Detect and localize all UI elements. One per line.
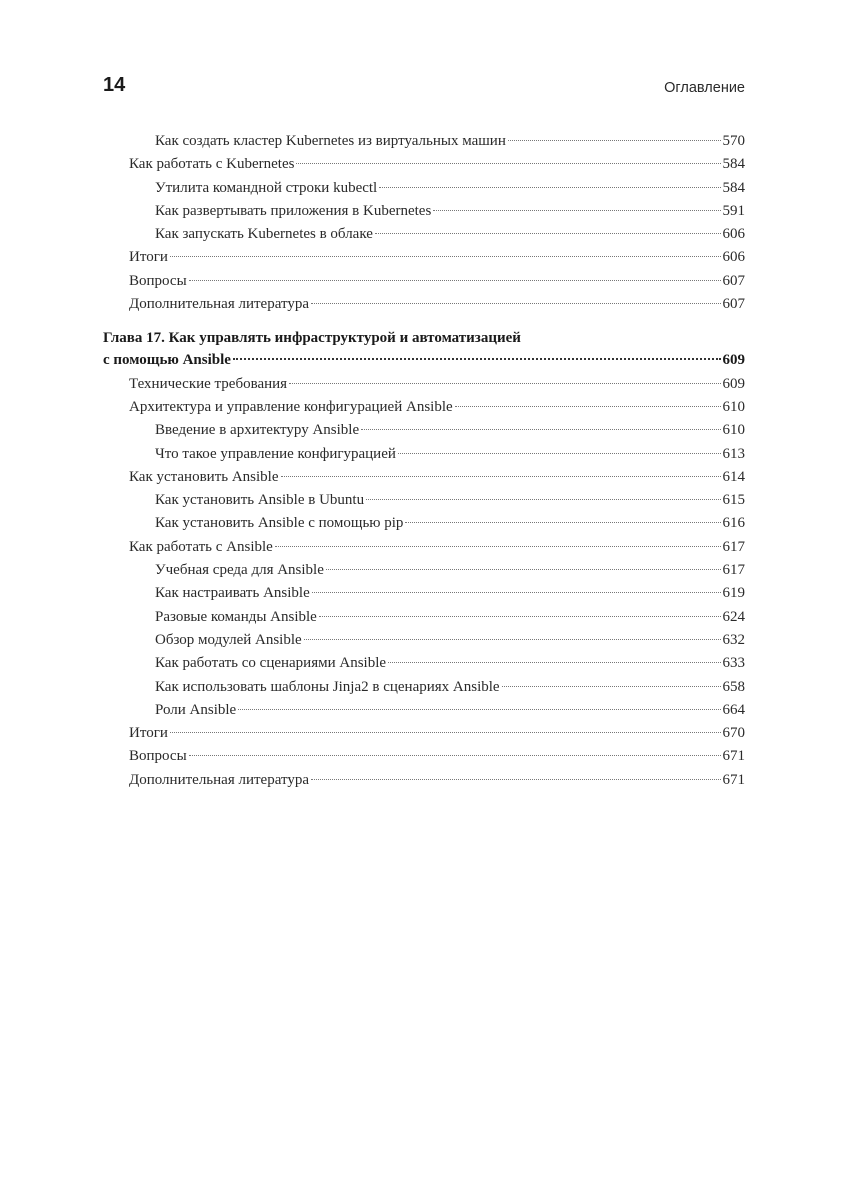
- toc-entry[interactable]: [103, 270, 745, 293]
- dot-leader: [170, 732, 721, 733]
- toc-entry-page: 570: [722, 133, 745, 149]
- toc-entry-title: Как работать со сценариями Ansible: [155, 655, 387, 672]
- toc-entry-title: Как использовать шаблоны Jinja2 в сценариях Ansible: [155, 678, 500, 695]
- toc-entry-title: Разовые команды Ansible: [155, 608, 317, 625]
- toc-entry-page: 633: [722, 655, 745, 672]
- toc-entry-page: 613: [722, 445, 745, 462]
- toc-entry[interactable]: [103, 652, 745, 675]
- toc-entry[interactable]: [103, 559, 745, 582]
- running-title: Оглавление: [664, 80, 745, 96]
- toc-entry-title: Вопросы: [129, 748, 187, 765]
- toc-entry-page: 609: [722, 375, 745, 392]
- dot-leader: [326, 569, 721, 570]
- toc-entry-title: Как запускать Kubernetes в облаке: [155, 226, 373, 243]
- toc-entry-page: 610: [722, 398, 745, 415]
- toc-entry-title: Что такое управление конфигурацией: [155, 445, 396, 462]
- toc-entry-page: 624: [722, 608, 745, 625]
- toc-entry[interactable]: [103, 153, 745, 176]
- toc-entry[interactable]: [103, 629, 745, 652]
- dot-leader: [289, 383, 720, 384]
- toc-entry[interactable]: [103, 419, 745, 442]
- toc-entry[interactable]: [103, 223, 745, 246]
- toc-section-after: [103, 373, 745, 792]
- dot-leader: [189, 280, 721, 281]
- toc-entry-title: Архитектура и управление конфигурацией Ansible: [129, 398, 453, 415]
- toc-entry-page: 670: [722, 725, 745, 742]
- toc-entry-page: 658: [722, 678, 745, 695]
- toc-entry-title: Как работать с Kubernetes: [129, 156, 295, 173]
- toc-entry-page: 617: [722, 562, 745, 579]
- toc-entry[interactable]: [103, 582, 745, 605]
- chapter-page: 609: [722, 352, 745, 369]
- dot-leader: [189, 755, 721, 756]
- toc-entry[interactable]: [103, 466, 745, 489]
- toc-entry-title: Учебная среда для Ansible: [155, 562, 324, 579]
- toc-entry-title: Как установить Ansible: [129, 468, 279, 485]
- toc-entry-page: 610: [722, 422, 745, 439]
- toc-entry[interactable]: [103, 745, 745, 768]
- table-of-contents: [103, 130, 745, 792]
- toc-entry-page: 615: [722, 492, 745, 509]
- toc-entry[interactable]: [103, 373, 745, 396]
- dot-leader: [319, 616, 721, 617]
- dot-leader: [304, 639, 721, 640]
- dot-leader: [398, 453, 721, 454]
- page-number: 14: [103, 74, 126, 96]
- dot-leader: [170, 256, 721, 257]
- toc-section-before: [103, 130, 745, 316]
- toc-entry-page: 607: [722, 272, 745, 289]
- toc-entry[interactable]: [103, 246, 745, 269]
- toc-entry-page: 671: [722, 771, 745, 788]
- toc-entry[interactable]: [103, 722, 745, 745]
- toc-entry[interactable]: [103, 512, 745, 535]
- toc-entry-title: Дополнительная литература: [129, 771, 309, 788]
- toc-entry-title: Итоги: [129, 249, 168, 266]
- dot-leader: [455, 406, 721, 407]
- toc-entry-title: Как настраивать Ansible: [155, 585, 310, 602]
- toc-entry[interactable]: [103, 489, 745, 512]
- toc-entry-page: 584: [722, 179, 745, 196]
- toc-entry[interactable]: [103, 699, 745, 722]
- toc-entry-title: Вопросы: [129, 272, 187, 289]
- toc-entry[interactable]: [103, 536, 745, 559]
- dot-leader: [433, 210, 720, 211]
- dot-leader: [311, 779, 721, 780]
- toc-entry-title: Как развертывать приложения в Kubernetes: [155, 202, 432, 219]
- toc-entry-title: Технические требования: [129, 375, 288, 392]
- toc-entry-page: 616: [722, 515, 745, 532]
- toc-entry[interactable]: [103, 293, 745, 316]
- dot-leader: [508, 140, 721, 141]
- dot-leader: [379, 187, 720, 188]
- toc-entry-title: Дополнительная литература: [129, 296, 309, 313]
- toc-entry[interactable]: [103, 200, 745, 223]
- toc-entry-page: 632: [722, 631, 745, 648]
- dot-leader: [312, 592, 721, 593]
- chapter-title-line2: с помощью Ansible: [103, 352, 231, 369]
- toc-entry-title: Утилита командной строки kubectl: [155, 179, 378, 196]
- toc-entry[interactable]: [103, 130, 745, 153]
- dot-leader: [296, 163, 720, 164]
- toc-entry-page: 591: [722, 202, 745, 219]
- dot-leader: [281, 476, 721, 477]
- dot-leader: [388, 662, 720, 663]
- toc-entry-title: Введение в архитектуру Ansible: [155, 422, 360, 439]
- toc-entry-page: 584: [722, 156, 745, 173]
- toc-entry[interactable]: [103, 676, 745, 699]
- dot-leader: [502, 686, 721, 687]
- toc-entry[interactable]: [103, 606, 745, 629]
- dot-leader: [238, 709, 720, 710]
- toc-entry-page: 671: [722, 748, 745, 765]
- toc-entry-page: 617: [722, 538, 745, 555]
- toc-entry-page: 607: [722, 296, 745, 313]
- dot-leader: [233, 358, 721, 360]
- dot-leader: [311, 303, 721, 304]
- toc-entry-page: 619: [722, 585, 745, 602]
- dot-leader: [405, 522, 720, 523]
- toc-entry-page: 664: [722, 701, 745, 718]
- dot-leader: [275, 546, 721, 547]
- chapter-entry[interactable]: [103, 349, 745, 372]
- toc-entry-title: Как установить Ansible с помощью pip: [155, 515, 404, 532]
- toc-entry-title: Как работать с Ansible: [129, 538, 273, 555]
- dot-leader: [375, 233, 721, 234]
- dot-leader: [361, 429, 720, 430]
- toc-entry-page: 606: [722, 249, 745, 266]
- toc-entry-title: Как установить Ansible в Ubuntu: [155, 492, 365, 509]
- chapter-title-line1: Глава 17. Как управлять инфраструктурой и автоматизацией: [103, 330, 521, 347]
- toc-entry-title: Обзор модулей Ansible: [155, 631, 302, 648]
- toc-entry[interactable]: [103, 396, 745, 419]
- toc-entry-title: Роли Ansible: [155, 701, 237, 718]
- toc-entry-page: 606: [722, 226, 745, 243]
- toc-entry-page: 614: [722, 468, 745, 485]
- toc-entry-title: Итоги: [129, 725, 168, 742]
- toc-entry-title: Как создать кластер Kubernetes из виртуальных машин: [155, 133, 506, 149]
- toc-entry[interactable]: [103, 177, 745, 200]
- dot-leader: [366, 499, 720, 500]
- toc-entry[interactable]: [103, 769, 745, 792]
- toc-entry[interactable]: [103, 443, 745, 466]
